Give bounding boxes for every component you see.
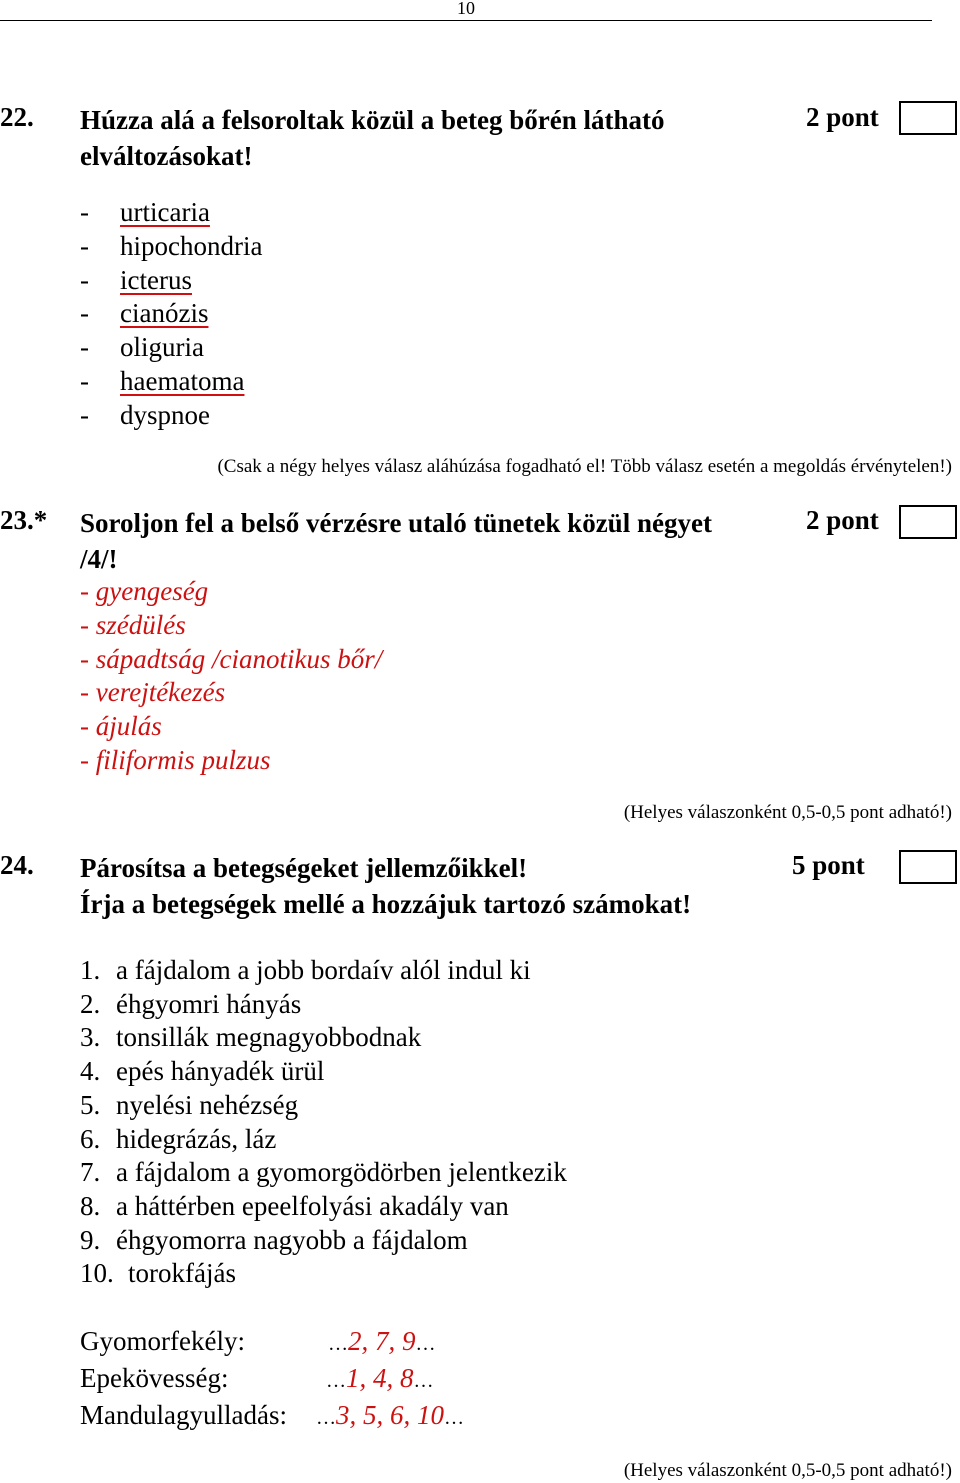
match-label: Mandulagyulladás: <box>80 1399 287 1430</box>
q24-points: 5 pont <box>792 850 865 880</box>
q23-answers <box>80 575 382 778</box>
answer-item: - verejtékezés <box>80 677 226 708</box>
header-rule <box>0 20 932 21</box>
match-row[interactable]: Gyomorfekély: …2, 7, 9… <box>80 1325 464 1362</box>
option-item[interactable]: - dyspnoe <box>80 399 210 430</box>
q22-text-line1: Húzza alá a felsoroltak közül a beteg bőrén látható <box>80 105 665 135</box>
match-row[interactable]: Mandulagyulladás: …3, 5, 6, 10… <box>80 1399 464 1436</box>
list-item: 6. hidegrázás, láz <box>80 1123 277 1154</box>
match-row[interactable]: Epekövesség: …1, 4, 8… <box>80 1362 464 1399</box>
answer-item: - sápadtság /cianotikus bőr/ <box>80 643 383 674</box>
option-item[interactable]: - hipochondria <box>80 230 263 261</box>
q22-note: (Csak a négy helyes válasz aláhúzása fogadható el! Több válasz esetén a megoldás érvénytelen!) <box>217 456 952 477</box>
option-item[interactable]: - haematoma <box>80 365 245 396</box>
q22-points: 2 pont <box>806 102 879 132</box>
list-item: 9. éhgyomorra nagyobb a fájdalom <box>80 1224 468 1255</box>
q23-score-box[interactable] <box>899 505 957 539</box>
q24-text-line1: Párosítsa a betegségeket jellemzőikkel! <box>80 853 528 883</box>
answer-item: - gyengeség <box>80 576 209 606</box>
answer-item: - szédülés <box>80 609 186 640</box>
page-number: 10 <box>457 0 475 18</box>
q22-text-line2: elváltozásokat! <box>80 141 253 171</box>
list-item: 2. éhgyomri hányás <box>80 988 302 1019</box>
match-label: Epekövesség: <box>80 1362 229 1393</box>
option-item[interactable]: - icterus <box>80 264 192 295</box>
answer-item: - filiformis pulzus <box>80 744 271 775</box>
option-item[interactable]: - oliguria <box>80 332 204 363</box>
q24-matches <box>80 1325 464 1435</box>
list-item: 1. a fájdalom a jobb bordaív alól indul ki <box>80 955 531 985</box>
q24-number: 24. <box>0 850 34 880</box>
q22-number: 22. <box>0 102 34 132</box>
q22-options <box>80 196 262 433</box>
list-item: 3. tonsillák megnagyobbodnak <box>80 1022 422 1053</box>
match-answer: 2, 7, 9 <box>348 1326 416 1356</box>
match-label: Gyomorfekély: <box>80 1326 245 1356</box>
match-answer: 1, 4, 8 <box>346 1362 414 1393</box>
q24-score-box[interactable] <box>899 850 957 884</box>
list-item: 5. nyelési nehézség <box>80 1089 299 1120</box>
q23-text-line2: /4/! <box>80 544 118 574</box>
q23-note: (Helyes válaszonként 0,5-0,5 pont adható!) <box>623 802 952 823</box>
option-item[interactable]: - urticaria <box>80 197 210 227</box>
q22-score-box[interactable] <box>899 101 957 135</box>
q23-text-line1: Soroljon fel a belső vérzésre utaló tünetek közül négyet <box>80 508 712 538</box>
match-answer: 3, 5, 6, 10 <box>336 1399 444 1430</box>
list-item: 10. torokfájás <box>80 1258 236 1289</box>
option-item[interactable]: - cianózis <box>80 298 209 329</box>
q24-text-line2: Írja a betegségek mellé a hozzájuk tartozó számokat! <box>80 889 692 919</box>
list-item: 4. epés hányadék ürül <box>80 1056 325 1087</box>
list-item: 8. a háttérben epeelfolyási akadály van <box>80 1190 509 1221</box>
q23-number: 23.* <box>0 505 48 535</box>
list-item: 7. a fájdalom a gyomorgödörben jelentkezik <box>80 1157 567 1188</box>
answer-item: - ájulás <box>80 711 162 742</box>
q24-items <box>80 954 567 1291</box>
q23-points: 2 pont <box>806 505 879 535</box>
q24-note: (Helyes válaszonként 0,5-0,5 pont adható!) <box>623 1460 952 1481</box>
